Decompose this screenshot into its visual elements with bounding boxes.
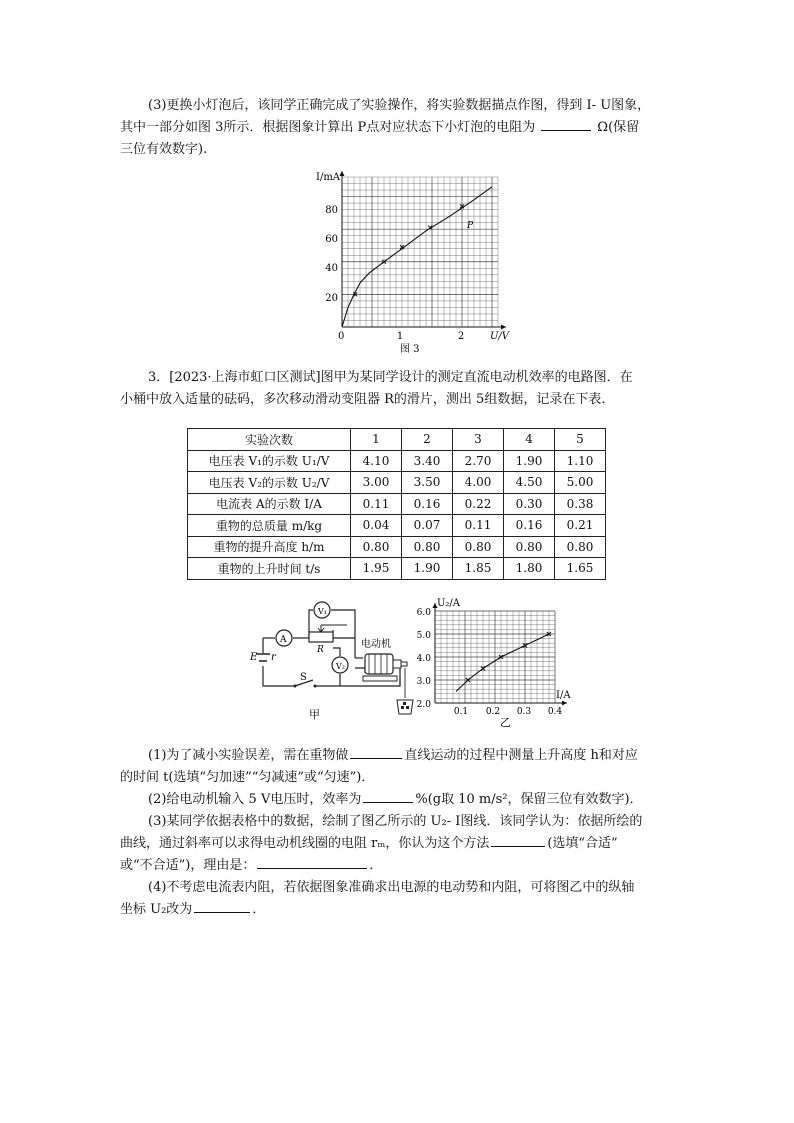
x-axis-arrow bbox=[501, 325, 506, 330]
fig3-ylabel: I/mA bbox=[316, 172, 341, 183]
table-cell: 0.80 bbox=[351, 536, 402, 558]
table-cell: 0.80 bbox=[402, 536, 453, 558]
fig3-caption: 图 3 bbox=[400, 344, 420, 355]
q4-text-b: ． bbox=[252, 902, 266, 917]
answer-blank[interactable] bbox=[363, 790, 413, 803]
table-header-cell: 4 bbox=[504, 429, 555, 451]
table-row bbox=[188, 493, 606, 515]
table-cell: 电压表 V₂的示数 U₂/V bbox=[188, 472, 351, 494]
table-cell: 电流表 A的示数 I/A bbox=[188, 493, 351, 515]
table-cell: 0.16 bbox=[402, 493, 453, 515]
answer-blank[interactable] bbox=[541, 118, 591, 131]
table-cell: 2.70 bbox=[453, 450, 504, 472]
fig3-ytick-20: 20 bbox=[325, 293, 338, 304]
v2-label: V₂ bbox=[336, 662, 345, 671]
figyi-ylabel: U₂/A bbox=[437, 598, 461, 609]
table-cell: 0.30 bbox=[504, 493, 555, 515]
question-4-line2 bbox=[120, 899, 265, 921]
table-cell: 4.10 bbox=[351, 450, 402, 472]
table-cell: 3.00 bbox=[351, 472, 402, 494]
figyi-ytick: 6.0 bbox=[416, 608, 431, 618]
table-header-cell: 实验次数 bbox=[188, 429, 351, 451]
table-cell: 0.22 bbox=[453, 493, 504, 515]
q2-text-a: (2)给电动机输入 5 V电压时，效率为 bbox=[148, 792, 362, 807]
table-cell: 1.65 bbox=[555, 558, 606, 580]
q1-text-a: (1)为了减小实验误差，需在重物做 bbox=[148, 748, 349, 763]
ammeter-label: A bbox=[280, 635, 287, 645]
iu-curve bbox=[342, 187, 492, 327]
q3-text-a: 曲线，通过斜率可以求得电动机线圈的电阻 rₘ，你认为这个方法 bbox=[120, 836, 490, 851]
q3-line1: (3)更换小灯泡后，该同学正确完成了实验操作，将实验数据描点作图，得到 I- U图象， bbox=[148, 98, 651, 113]
motor-label: 电动机 bbox=[361, 639, 391, 650]
fig3-curve bbox=[342, 187, 492, 327]
figyi-xtick: 0.2 bbox=[485, 707, 501, 717]
table-cell: 4.00 bbox=[453, 472, 504, 494]
table-cell: 1.10 bbox=[555, 450, 606, 472]
battery-icon bbox=[256, 654, 270, 661]
table-cell: 重物的总质量 m/kg bbox=[188, 515, 351, 537]
table-cell: 5.00 bbox=[555, 472, 606, 494]
y-axis-arrow bbox=[340, 171, 345, 176]
fig3-ytick-80: 80 bbox=[325, 205, 338, 216]
table-cell: 1.80 bbox=[504, 558, 555, 580]
table-cell: 0.11 bbox=[453, 515, 504, 537]
table-cell: 0.38 bbox=[555, 493, 606, 515]
table-cell: 电压表 V₁的示数 U₁/V bbox=[188, 450, 351, 472]
switch-label: S bbox=[300, 672, 307, 683]
q3-text-c: 或“不合适”)，理由是： bbox=[120, 858, 256, 873]
fig3-ytick-40: 40 bbox=[325, 263, 338, 274]
question-1-line2: 的时间 t(选填“匀加速”“匀减速”或“匀速”)． bbox=[120, 770, 375, 785]
question-3-line2 bbox=[120, 833, 618, 855]
figyi-xtick: 0.3 bbox=[516, 707, 532, 717]
q3-line2-unit: Ω(保留 bbox=[597, 120, 640, 135]
table-cell: 0.21 bbox=[555, 515, 606, 537]
table-row bbox=[188, 515, 606, 537]
table-header-cell: 1 bbox=[351, 429, 402, 451]
q4-text-a: 坐标 U₂改为 bbox=[120, 902, 193, 917]
q3-line2 bbox=[120, 117, 639, 139]
figyi-grid bbox=[435, 611, 555, 703]
table-cell: 3.40 bbox=[402, 450, 453, 472]
resistor-r bbox=[309, 632, 333, 642]
figyi-ytick: 3.0 bbox=[416, 677, 431, 687]
figyi-ytick: 5.0 bbox=[416, 631, 431, 641]
figyi-ytick: 2.0 bbox=[416, 700, 431, 710]
data-table bbox=[187, 428, 606, 580]
q3-line2-text: 其中一部分如图 3所示．根据图象计算出 P点对应状态下小灯泡的电阻为 bbox=[120, 120, 536, 135]
question-2 bbox=[148, 789, 643, 811]
table-header-row bbox=[188, 429, 606, 451]
internal-resistance-label: r bbox=[271, 652, 276, 663]
figyi-ytick: 4.0 bbox=[416, 654, 431, 664]
fig3-xtick-2: 2 bbox=[457, 331, 465, 342]
table-cell: 1.90 bbox=[402, 558, 453, 580]
table-cell: 0.04 bbox=[351, 515, 402, 537]
fig3-origin-label: 0 bbox=[338, 331, 345, 342]
emf-label: E bbox=[250, 652, 258, 663]
q3-text-b: (选填“合适” bbox=[547, 836, 618, 851]
figyi-xtick: 0.4 bbox=[547, 707, 563, 717]
table-header-cell: 5 bbox=[555, 429, 606, 451]
figyi-xtick: 0.1 bbox=[453, 707, 469, 717]
answer-blank[interactable] bbox=[257, 856, 367, 869]
figyi-curve bbox=[456, 634, 549, 692]
table-row bbox=[188, 558, 606, 580]
table-cell: 1.90 bbox=[504, 450, 555, 472]
question-3-line3 bbox=[120, 855, 382, 877]
fig3-ytick-60: 60 bbox=[325, 234, 338, 245]
table-cell: 1.95 bbox=[351, 558, 402, 580]
question-4-line1: (4)不考虑电流表内阻，若依据图象准确求出电源的电动势和内阻，可将图乙中的纵轴 bbox=[148, 880, 635, 895]
table-cell: 3.50 bbox=[402, 472, 453, 494]
table-header-cell: 2 bbox=[402, 429, 453, 451]
figure-3-iu-graph bbox=[300, 165, 520, 360]
q2-text-b: %(g取 10 m/s²，保留三位有效数字)． bbox=[415, 792, 643, 807]
resistor-label: R bbox=[317, 645, 324, 655]
table-cell: 4.50 bbox=[504, 472, 555, 494]
table-cell: 重物的提升高度 h/m bbox=[188, 536, 351, 558]
table-row bbox=[188, 450, 606, 472]
table-cell: 重物的上升时间 t/s bbox=[188, 558, 351, 580]
q3-line3: 三位有效数字). bbox=[120, 142, 208, 157]
answer-blank[interactable] bbox=[350, 746, 402, 759]
answer-blank[interactable] bbox=[491, 834, 545, 847]
figyi-axes bbox=[433, 603, 568, 706]
circuit-caption: 甲 bbox=[309, 708, 320, 721]
table-cell: 0.07 bbox=[402, 515, 453, 537]
question-1-line1 bbox=[148, 745, 638, 767]
q1-text-b: 直线运动的过程中测量上升高度 h和对应 bbox=[404, 748, 638, 763]
problem3-intro-line2: 小桶中放入适量的砝码，多次移动滑动变阻器 R的滑片，测出 5组数据，记录在下表． bbox=[120, 392, 615, 407]
table-header-cell: 3 bbox=[453, 429, 504, 451]
question-3-line1: (3)某同学依据表格中的数据，绘制了图乙所示的 U₂- I图线．该同学认为：依据所绘的 bbox=[148, 814, 643, 829]
table-row bbox=[188, 472, 606, 494]
answer-blank[interactable] bbox=[194, 900, 250, 913]
q3-text-d: ． bbox=[369, 858, 383, 873]
figyi-caption: 乙 bbox=[500, 716, 511, 729]
table-cell: 1.85 bbox=[453, 558, 504, 580]
table-row bbox=[188, 536, 606, 558]
figure-yi-u2-i-graph bbox=[415, 596, 593, 731]
figyi-xlabel: I/A bbox=[556, 690, 571, 701]
table-cell: 0.11 bbox=[351, 493, 402, 515]
x-axis-arrow bbox=[562, 701, 567, 706]
problem3-intro-line1: 3．[2023·上海市虹口区测试]图甲为某同学设计的测定直流电动机效率的电路图．在 bbox=[148, 370, 633, 385]
table-cell: 0.16 bbox=[504, 515, 555, 537]
table-cell: 0.80 bbox=[453, 536, 504, 558]
fig3-xtick-1: 1 bbox=[396, 331, 404, 342]
table-cell: 0.80 bbox=[555, 536, 606, 558]
u2-i-curve bbox=[456, 634, 549, 692]
fig3-point-p-label: P bbox=[467, 221, 474, 231]
v1-label: V₁ bbox=[318, 607, 327, 616]
fig3-xlabel: U/V bbox=[490, 331, 510, 342]
table-cell: 0.80 bbox=[504, 536, 555, 558]
circuit-diagram-jia bbox=[245, 598, 420, 723]
